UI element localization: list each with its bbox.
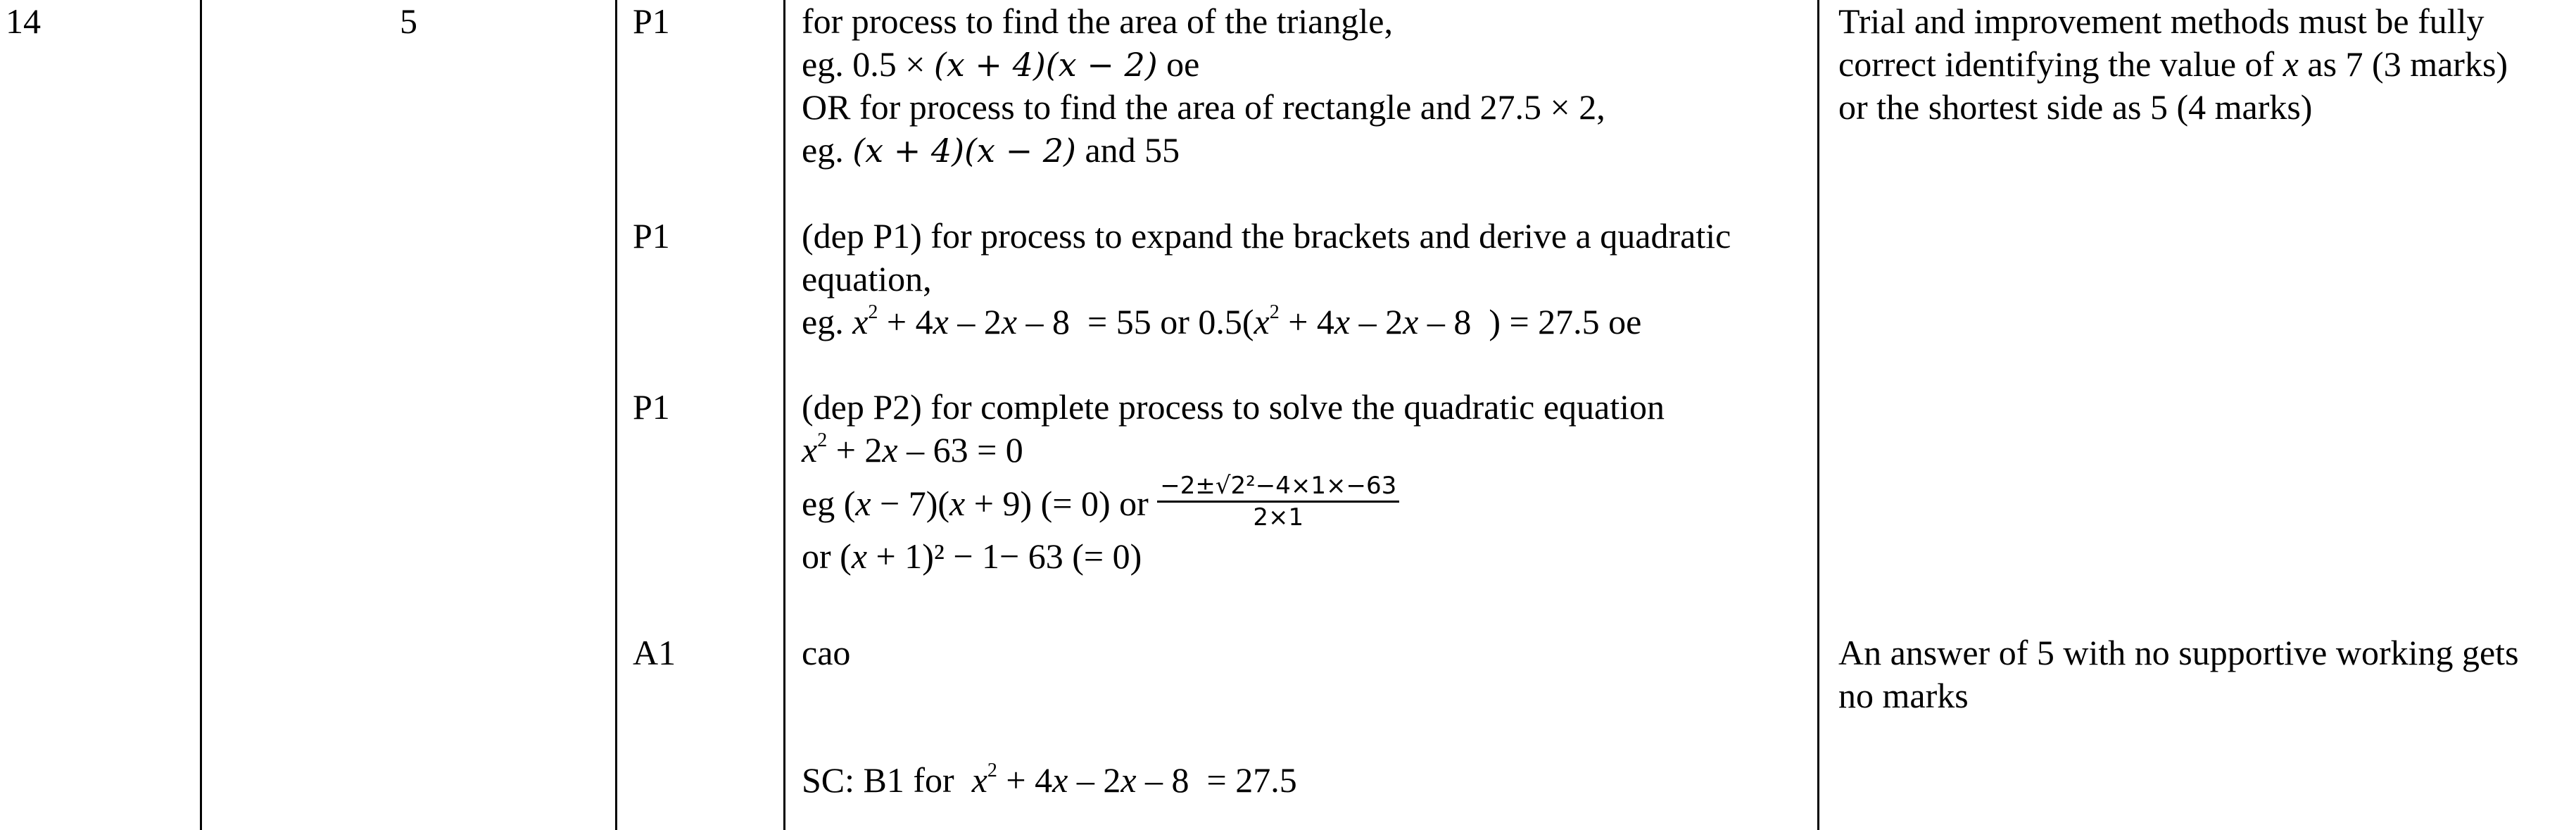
fraction-numerator: −2±√2²−4×1×−63 xyxy=(1157,472,1399,503)
note-line: no marks xyxy=(1838,676,1969,715)
mark-code: P1 xyxy=(633,216,670,256)
answer-value: 5 xyxy=(400,1,417,41)
quadratic-formula-fraction xyxy=(1157,472,1399,531)
fraction-denominator: 2×1 xyxy=(1253,503,1304,532)
guidance-line: (dep P2) for complete process to solve the quadratic equation xyxy=(802,387,1665,427)
guidance-line: cao xyxy=(802,633,851,672)
mark-code: P1 xyxy=(633,1,670,41)
special-case-note xyxy=(802,759,1297,802)
additional-guidance-bottom xyxy=(1838,631,2519,717)
guidance-line: or (x + 1)² − 1− 63 (= 0) xyxy=(802,536,1142,576)
column-divider-4 xyxy=(1817,0,1819,830)
note-line: An answer of 5 with no supportive working gets xyxy=(1838,633,2519,672)
note-line: Trial and improvement methods must be fully xyxy=(1838,1,2485,41)
guidance-line: (dep P1) for process to expand the brackets and derive a quadratic xyxy=(802,216,1731,256)
guidance-line: equation, xyxy=(802,259,932,298)
special-case-line: SC: B1 for $x^2 + 4x - 2x - 8 = 27.5$ xyxy=(802,760,1297,800)
mark-code: P1 xyxy=(633,387,670,427)
guidance-line: eg (x − 7)(x + 9) (= 0) or $\frac{\text{−2±√2²−4×1×−63}}{2\times 1}$ xyxy=(802,472,1665,535)
column-divider-1 xyxy=(200,0,202,830)
column-divider-2 xyxy=(615,0,617,830)
guidance-line: for process to find the area of the triangle, xyxy=(802,1,1393,41)
guidance-block xyxy=(802,215,1731,344)
guidance-line: OR for process to find the area of rectangle and 27.5 × 2, xyxy=(802,87,1605,127)
guidance-block xyxy=(802,386,1665,578)
note-line: or the shortest side as 5 (4 marks) xyxy=(1838,87,2313,127)
guidance-line: $x^2 + 2x - 63 = 0$ xyxy=(802,429,1023,470)
question-number: 14 xyxy=(6,1,41,41)
mark-code: A1 xyxy=(633,633,676,672)
guidance-block xyxy=(802,631,850,674)
column-divider-3 xyxy=(783,0,785,830)
guidance-line: eg. (x + 4)(x − 2) and 55 xyxy=(802,130,1180,170)
guidance-line: eg. 0.5 × (x + 4)(x − 2) oe xyxy=(802,44,1200,84)
guidance-line: eg. $x^2 + 4x - 2x - 8 = 55$ or $0.5(x^2 + 4x - 2x - 8$ ) = 27.5 oe xyxy=(802,301,1642,341)
additional-guidance-top xyxy=(1838,0,2508,129)
note-line: correct identifying the value of x as 7 (3 marks) xyxy=(1838,44,2508,84)
guidance-block xyxy=(802,0,1605,172)
